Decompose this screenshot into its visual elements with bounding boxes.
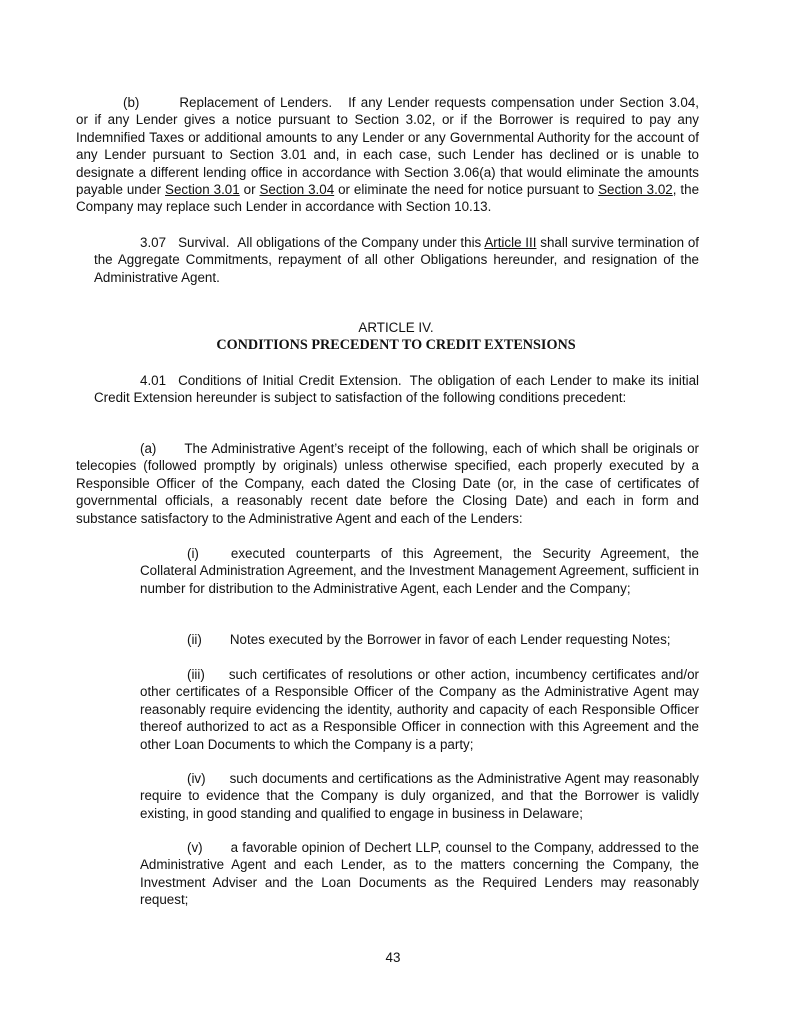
paragraph-3-06b: (b) Replacement of Lenders. If any Lender requests compensation under Section 3.04, or if any Lender gives a notice pursuant to Section 3.02, or if the Borrower is required to pay any Indemnified Taxes or additional amounts to any Lender or any Governmental Authority for the account of any Lender pursuant to Section 3.01 and, in each case, such Lender has declined or is unable to designate a different lending office in accordance with Section 3.06(a) that would eliminate the amounts payable under Section 3.01 or Section 3.04 or eliminate the need for notice pursuant to Section 3.02, the Company may replace such Lender in accordance with Section 10.13. <box>76 95 700 215</box>
section-number: 4.01 <box>140 373 167 388</box>
list-item-iii: (iii) such certificates of resolutions or other action, incumbency certificates and/or other certificates of a Responsible Officer of the Company as the Administrative Agent may reasonably require evidencing the identity, authority and capacity of each Responsible Officer thereof authorized to act as a Responsible Officer in connection with this Agreement and the other Loan Documents to which the Company is a party; <box>140 667 699 752</box>
article-iii-link[interactable]: Article III <box>484 235 537 250</box>
paragraph-4-01: 4.01 Conditions of Initial Credit Extension. The obligation of each Lender to make its initial Credit Extension hereunder is subject to satisfaction of the following conditions precedent: <box>94 373 700 406</box>
section-heading: Survival. <box>178 235 230 250</box>
paragraph-3-07: 3.07 Survival. All obligations of the Company under this Article III shall survive termination of the Aggregate Commitments, repayment of all other Obligations hereunder, and resignation of the Administrative Agent. <box>94 235 699 285</box>
list-item-v: (v) a favorable opinion of Dechert LLP, counsel to the Company, addressed to the Administrative Agent and each Lender, as to the matters concerning the Company, the Investment Adviser and the Loan Documents as the Required Lenders may reasonably request; <box>140 840 699 908</box>
paragraph-clause-a: (a) The Administrative Agent’s receipt of the following, each of which shall be originals or telecopies (followed promptly by originals) unless otherwise specified, each properly executed by a Responsible Officer of the Company, each dated the Closing Date (or, in the case of certificates of governmental officials, a reasonably recent date before the Closing Date) and each in form and substance satisfactory to the Administrative Agent and each of the Lenders: <box>76 441 699 526</box>
list-item-iv: (iv) such documents and certifications as the Administrative Agent may reasonably require to evidence that the Company is duly organized, and that the Borrower is validly existing, in good standing and qualified to engage in business in Delaware; <box>140 771 699 821</box>
section-3-01-link[interactable]: Section 3.01 <box>165 182 240 198</box>
article-number: ARTICLE IV. <box>358 320 434 335</box>
clause-label: (b) <box>123 95 140 110</box>
page-number: 43 <box>385 950 401 965</box>
list-item-label: (iii) <box>187 667 205 682</box>
list-item-i: (i) executed counterparts of this Agreement, the Security Agreement, the Collateral Administration Agreement, and the Investment Management Agreement, sufficient in number for distribution to the Administrative Agent, each Lender and the Company; <box>140 546 699 596</box>
section-heading: Conditions of Initial Credit Extension. <box>178 373 402 388</box>
list-item-label: (v) <box>187 840 203 855</box>
list-item-label: (iv) <box>187 771 206 786</box>
clause-label: (a) <box>140 441 157 456</box>
list-item-label: (i) <box>187 546 199 561</box>
list-item-ii: (ii) Notes executed by the Borrower in favor of each Lender requesting Notes; <box>187 632 671 647</box>
section-3-02-link[interactable]: Section 3.02 <box>598 182 673 198</box>
section-number: 3.07 <box>140 235 167 250</box>
section-3-04-link[interactable]: Section 3.04 <box>259 182 335 198</box>
list-item-label: (ii) <box>187 632 202 647</box>
clause-text: If any Lender requests compensation under Section 3.04, or if any Lender gives a notice pursuant to Section 3.02, or if the Borrower is required to pay any Indemnified Taxes or additional amounts to any Lender or any Governmental Authority for the account of any Lender pursuant to Section 3.01 and, in each case, such Lender has declined or is unable to designate a different lending office in accordance with Section 3.06(a) that would eliminate the amounts payable under <box>76 95 699 198</box>
clause-heading: Replacement of Lenders. <box>179 95 333 110</box>
article-title: CONDITIONS PRECEDENT TO CREDIT EXTENSIONS <box>216 337 576 353</box>
